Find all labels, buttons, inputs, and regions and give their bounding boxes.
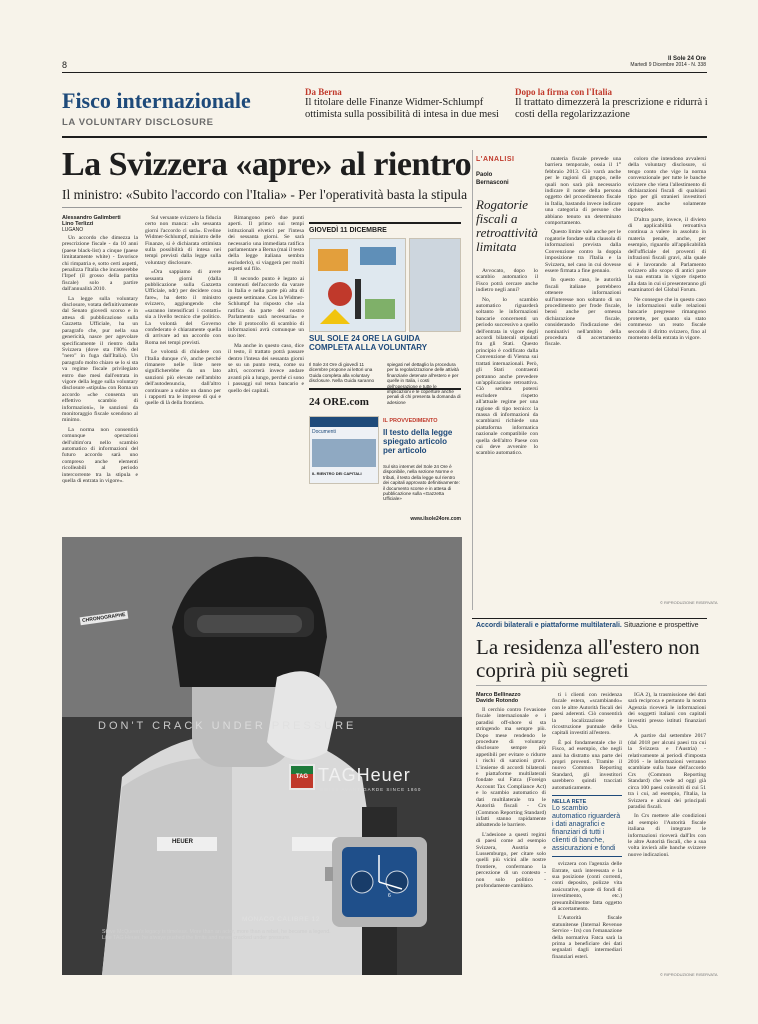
ad-brand: TAGHeuer [318, 765, 411, 785]
main-column-1 [62, 215, 138, 487]
provvedimento-text: Sul sito internet del Sole 24 Ore è disponibile, nella sezione Norme e tributi, il testo della legge sul rientro dei capitali approvato definitivamente: il documento scorse e in attesa di pubblicazione sulla «Gazzetta Ufficiale» [383, 464, 460, 502]
paragraph: In Crs mettere alle condizioni ad esempio l'Autorità fiscale italiana di integrare le informazioni riceverà dall'Irs con le altre Autorità fiscali, che a sua volta invierà alle banche svizzere nuove indicazioni. [628, 813, 706, 858]
second-headline: La residenza all'estero non coprirà più segreti [476, 635, 700, 682]
analysis-author-first: Paolo [476, 172, 493, 178]
teaser-text: Il titolare delle Finanze Widmer-Schlumpf ottimista sulla possibilità di intesa in due mesi [305, 97, 499, 120]
note-label: NELLA RETE [552, 799, 587, 806]
guide-cover-illustration [309, 238, 406, 332]
helmet-badge: CHRONOGRAPHE [80, 611, 128, 626]
author: Alessandro Galimberti [62, 215, 121, 221]
doc-title: IL RIENTRO DEI CAPITALI [312, 471, 362, 476]
paragraph: Ne consegue che in questo caso le informazioni sulle relazioni bancarie pregresse rimangono protette, per quanto sia stato commesso un reato fiscale secondo il diritto svizzero, fino al momento della entrata in vigore. [628, 296, 706, 341]
second-column-1 [476, 692, 546, 977]
paragraph: svizzera con l'agenzia delle Entrate, sarà interessata e la sua posizione (conti correnti, conti deposito, polizze vita assicurative, quote di fondi di investimento, etc.) presumibilmente fatta oggetto di accertamento. [552, 861, 622, 912]
paragraph: No, lo scambio automatico riguarderà soltanto le informazioni bancarie concernenti un periodo successivo a quello dell'entrata in vigore degli accordi bilaterali stipulati fra gli Stati. Questo principio è codificato dalla Convenzione di Vienna sui trattati internazionali. Però, gli Stati contraenti potranno anche prevedere un'applicazione retroattiva. Ciò sembra potersi escludere rispetto all'attuale regime per una ragione di tipo tecnico: la massa di informazioni da scambiarsi richiede una piattaforma informatica nazionale compatibile con quella dell'altro Paese con cui deve avvenire lo scambio automatico. [476, 296, 538, 457]
newspaper-name: Il Sole 24 Ore [667, 56, 706, 62]
logo-text: TAG [295, 774, 309, 780]
teaser-kicker: Da Berna [305, 87, 342, 97]
paragraph: «Ora sappiamo di avere sessanta giorni (dalla pubblicazione sulla Gazzetta Ufficiale, ndr) per decidere cosa fare», ha detto il ministro svizzero, aggiungendo che «saranno intensificati i contatti» sia a livello tecnico che politico. La volontà del Governo confederato è chiaramente quella di arrivare ad un accordo con Roma nei tempi previsti. [145, 269, 221, 346]
paragraph: Avvocato, dopo lo scambio automatico il Fisco potrà cercare anche indietro negli anni? [476, 268, 538, 294]
paragraph: In questo caso, le autorità fiscali italiane potrebbero ottenere informazioni sull'interesse non soltanto di un procedimento per frode fiscale, bensì anche per omessa dichiarazione fiscale, considerando l'indicazione dei nominativi nell'ambito della procedura di accertamento fiscale. [545, 277, 621, 348]
tag-heuer-advertisement[interactable] [62, 537, 462, 975]
note-text: Lo scambio automatico riguarderà i dati anagrafici e finanziari di tutti i clienti di banche, assicurazioni e fondi [552, 805, 621, 853]
doc-label: Documenti [312, 429, 336, 435]
analysis-title: Rogatorie fiscali a retroattività limitata [476, 197, 538, 254]
second-column-3 [628, 692, 706, 972]
main-column-2 [145, 215, 221, 527]
site-brand: 24 ORE.com [309, 396, 369, 408]
paragraph: IGA 2), la trasmissione dei dati sarà reciproca e pertanto la nostra Agenzia riceverà le informazioni dei soggetti italiani con capitali investiti presso istituti finanziari Usa. [628, 692, 706, 731]
paragraph: La legge sulla voluntary disclosure, votata definitivamente dal Senato giovedì scorso e in attesa di pubblicazione sulla Gazzetta Ufficiale, ha un paragrafo che, pur nella sua genericità, nasce per agevolare specificamente il rientro dalla Svizzera (dove sta l'80% del "nero" in fuga dall'Italia). Un paragrafo molto chiaro se lo si sta va regime fiscale privilegiato entro due mesi dall'entrata in vigore della legge sulla voluntary disclosure «stipula» con Roma un accordo «che consenta un effettivo scambio di informazioni», le sanzioni da monitoraggio fiscale scendono al minimo. [62, 295, 138, 424]
main-column-3 [228, 215, 304, 527]
teaser-text: Il trattato dimezzerà la prescrizione e ridurrà i costi della regolarizzazione [515, 97, 708, 120]
teaser-trattato [515, 87, 710, 121]
promo-title: SUL SOLE 24 ORE LA GUIDA COMPLETA ALLA VOLUNTARY [309, 334, 428, 352]
ad-model: MONACO CALIBRE 12 [242, 916, 321, 923]
paragraph: D'altra parte, invece, il divieto di applicabilità retroattiva continua a valere in assoluto in materia penale, anche, per esempio, riguardo all'applicabilità dell'ufficiale del proventi di infrazioni fiscali gravi, alla quale si è lavorando al Parlamento svizzero allo scopo di antici pare la sua entrata in vigore rispetto alla data in cui si presenteranno gli esaminatori del Global Forum. [628, 216, 706, 294]
paragraph: Le volontà di chiudere con l'Italia dunque c'è, anche perché rimanere nelle liste nere significherebbe da un lato sanzioni più elevate nell'ambito dell'autodenuncia, dall'altro continuare a subire un danno per i rapporti tra le imprese di qui e quelle di là della frontiera. [145, 349, 221, 407]
ad-photo [62, 537, 462, 975]
paragraph: coloro che intendono avvalersi della voluntary disclosure, si tengo conto che vige la norma convenzionale per tutte le banche svizzere che vieta l'allestimento di dichiarazioni fiscali di qualsiasi tipo per gli stranieri investitori oppure anche solamente incomplete. [628, 156, 706, 214]
second-kicker-strong: Accordi bilaterali e piattaforme multilaterali. [476, 622, 622, 629]
paragraph: Un accordo che dimezza la prescrizione fiscale - da 10 anni (paese black-list) a cinque (paese limitatamente white) - favorisce chi rimpatria e, sotto certi aspetti, penalizza l'Italia che incasserebbe l'Irpef (il grosso della partita fiscale) solo a partire dall'annualità 2010. [62, 235, 138, 293]
paragraph: ti i clienti con residenza fiscale estera, «scambiando» con le altre Autorità fiscali dei paesi aderenti. Ciò consentirà la localizzazione e ricostruzione puntuale delle capitali investiti all'estero. [552, 692, 622, 737]
paragraph: La norma non consentirà comunque operazioni dell'ultim'ora nello scambio automatico di informazioni del futuro accordo sarà uno compreso anche elementi ricolleabili al periodo intercorrente tra la stipula e quella di entrata in vigore». [62, 426, 138, 485]
provvedimento-kicker: IL PROVVEDIMENTO [383, 418, 438, 424]
second-copyright: © RIPRODUZIONE RISERVATA [660, 972, 718, 977]
paragraph: A partire dal settembre 2017 (dal 2018 per alcuni paesi tra cui la Svizzera e l'Austria) - relativamente ai periodi d'imposta 2016 - le informazioni verranno scambiate sulla base dell'accordo Crs (Common Reporting Standard) che vede ad oggi già circa 100 paesi coinvolti di cui 51 tra i cui, ad esempio, l'Italia, la Svizzera e alcuni dei principali paradisi fiscali. [628, 733, 706, 810]
note-box [552, 795, 622, 857]
suit-patch: HEUER [172, 839, 194, 845]
paragraph: Il secondo punto è legato ai contenuti dell'accordo da varare in Italia e nella parte più alta di queste settimane. Con la Widmer-Schlumpf ha risposto che «la ratifica da parte del nostro Parlamento sarà necessaria» e che il protocollo di scambio di informazioni avrà comunque un suo iter. [228, 275, 304, 340]
section-subtitle: LA VOLUNTARY DISCLOSURE [62, 117, 214, 128]
second-kicker-rest: Situazione e prospettive [623, 622, 699, 629]
second-column-2 [552, 692, 622, 977]
guide-cover-image [409, 238, 461, 332]
ad-tagline: DON'T CRACK UNDER PRESSURE [98, 720, 357, 732]
promo-date: GIOVEDÌ 11 DICEMBRE [309, 227, 387, 234]
analysis-column-2 [545, 156, 621, 608]
analysis-column-3 [628, 156, 706, 596]
paragraph: Ma anche in questo caso, dice il testo, il trattato potrà passare dentro l'intesa dei sessanta giorni se su un punto resta, come su altri, occorrerà invece andare avanti più a lungo, perché ci sono i passaggi sul tema bancario e quello dei capitali. [228, 342, 304, 394]
author: Marco Bellinazzo [476, 692, 521, 698]
paragraph: L'adesione a questi regimi di paesi come ad esempio Svizzera, Austria e Lussemburgo, per citare solo quelli più vicini alle nostre frontiere, confermano la percezione di un contesto - non solo politico - profondamente cambiato. [476, 831, 546, 889]
paragraph: È poi fondamentale che il Fisco, ad esempio, che negli anni ha distratto una parte dei propri proventi. Tramite il nuovo Common Reporting Standard, gli investitori sarebbero quindi tracciati automaticamente. [552, 739, 622, 791]
paragraph: Questo limite vale anche per le rogatorie fondate sulla clausola di informazioni prevista dalla Convenzione contro la doppia imposizione tra l'Italia e la Svizzera, nel caso in cui dovesse essere firmata a fine gennaio. [545, 229, 621, 274]
analysis-author-last: Bernasconi [476, 180, 509, 186]
dateline: LUGANO [62, 227, 84, 233]
tag-heuer-logo [289, 764, 315, 790]
site-url[interactable]: www.ilsole24ore.com [410, 516, 461, 522]
provvedimento-title: Il testo della legge spiegato articolo per articolo [383, 428, 453, 455]
website-screenshot [309, 416, 379, 484]
page-number: 8 [62, 60, 68, 70]
analysis-column-1 [476, 268, 538, 608]
paragraph: materia fiscale prevede una barriera temporale, ossia il 1° febbraio 2013. Ciò varrà anche per le ragioni di gruppo, nelle quali non sarà più necessario indicare il nome della persona oggetto del procedimento fiscale in Italia, bastando invece indicare una categoria di persone che abbiano tenuto un determinato comportamento. [545, 156, 621, 227]
promo-text-right: spiegati nel dettaglio la procedura per la regolarizzazione delle attività finanziarie detenute all'estero e per quelle in Italia, i costi dell'operazione e tutte le implicazioni e le coperture anche penali di chi presenta la domanda di adesione [387, 362, 461, 405]
paragraph: Il cerchio contro l'evasione fiscale internazionale e i paradisi off-shore si sta stringendo ma sempre più. Dopo mese rendendo le procedure di voluntary disclosure sempre più appetibili per evitare o ridurre i rischi di sanzioni gravi. L'insieme di accordi bilaterali e piattaforme multilaterali fondate sul Fatca (Foreign Account Tax Compliance Act) e lo scambio automatico di dati multilaterale tra le Autorità fiscali - Crs (Common Reporting Standard) infatti stanno rapidamente abbattendo le barriere. [476, 707, 546, 829]
main-headline: La Svizzera «apre» al rientro [62, 146, 472, 183]
teaser-berna [305, 87, 505, 121]
paragraph: Sul versante svizzero la fiducia certo non manca: «In sessanta giorni l'accordo ci sarà». Eveline Widmer-Schlumpf, ministro delle Finanze, si è dichiarata ottimista sulla possibilità di intesa nei tempi previsti dalla legge sulla voluntary disclosure. [145, 215, 221, 266]
promo-law-box[interactable] [309, 388, 461, 532]
author: Lino Terlizzi [62, 221, 94, 227]
teaser-kicker: Dopo la firma con l'Italia [515, 87, 612, 97]
date-line: Martedì 9 Dicembre 2014 - N. 338 [630, 62, 706, 68]
ad-brand-sub: SWISS AVANT-GARDE SINCE 1860 [320, 787, 422, 792]
analysis-label: L'ANALISI [476, 156, 515, 163]
ad-caption: Steve McQueen's legacy is timeless. More than an actor, more than a rebel, he became a legend. Like TAG Heuer, he always pushed the limits and never cracked under pressure. [102, 929, 331, 942]
paragraph: L'Autorità fiscale statunitense (Internal Revenue Service - Irs) con l'emanazione della normativa Fatca sarà la prima a beneficiare dei dati segnalati dagli intermediari finanziari esteri. [552, 915, 622, 960]
watch-date: 6 [388, 893, 391, 899]
analysis-copyright: © RIPRODUZIONE RISERVATA [660, 600, 718, 605]
main-subhead: Il ministro: «Subito l'accordo con l'Italia» - Per l'operatività basta la stipula [62, 187, 468, 202]
promo-text-left: Il Sole 24 Ore di giovedì 11 dicembre propone ai lettori una Guida completa alla voluntary disclosure. Nella Guida saranno [309, 362, 375, 384]
second-kicker [476, 622, 699, 629]
section-title: Fisco internazionale [62, 88, 251, 113]
author: Davide Rotondo [476, 698, 519, 704]
paragraph: Rimangono però due punti aperti. Il primo sui tempi istituzionali elvetici per l'intesa dei sessanta giorni. Se sarà necessario una immediata ratifica parlamentare a Berna (mai il testo della legge italiana sembra escluderlo), si viaggerà per molti aspetti sul filo. [228, 215, 304, 273]
